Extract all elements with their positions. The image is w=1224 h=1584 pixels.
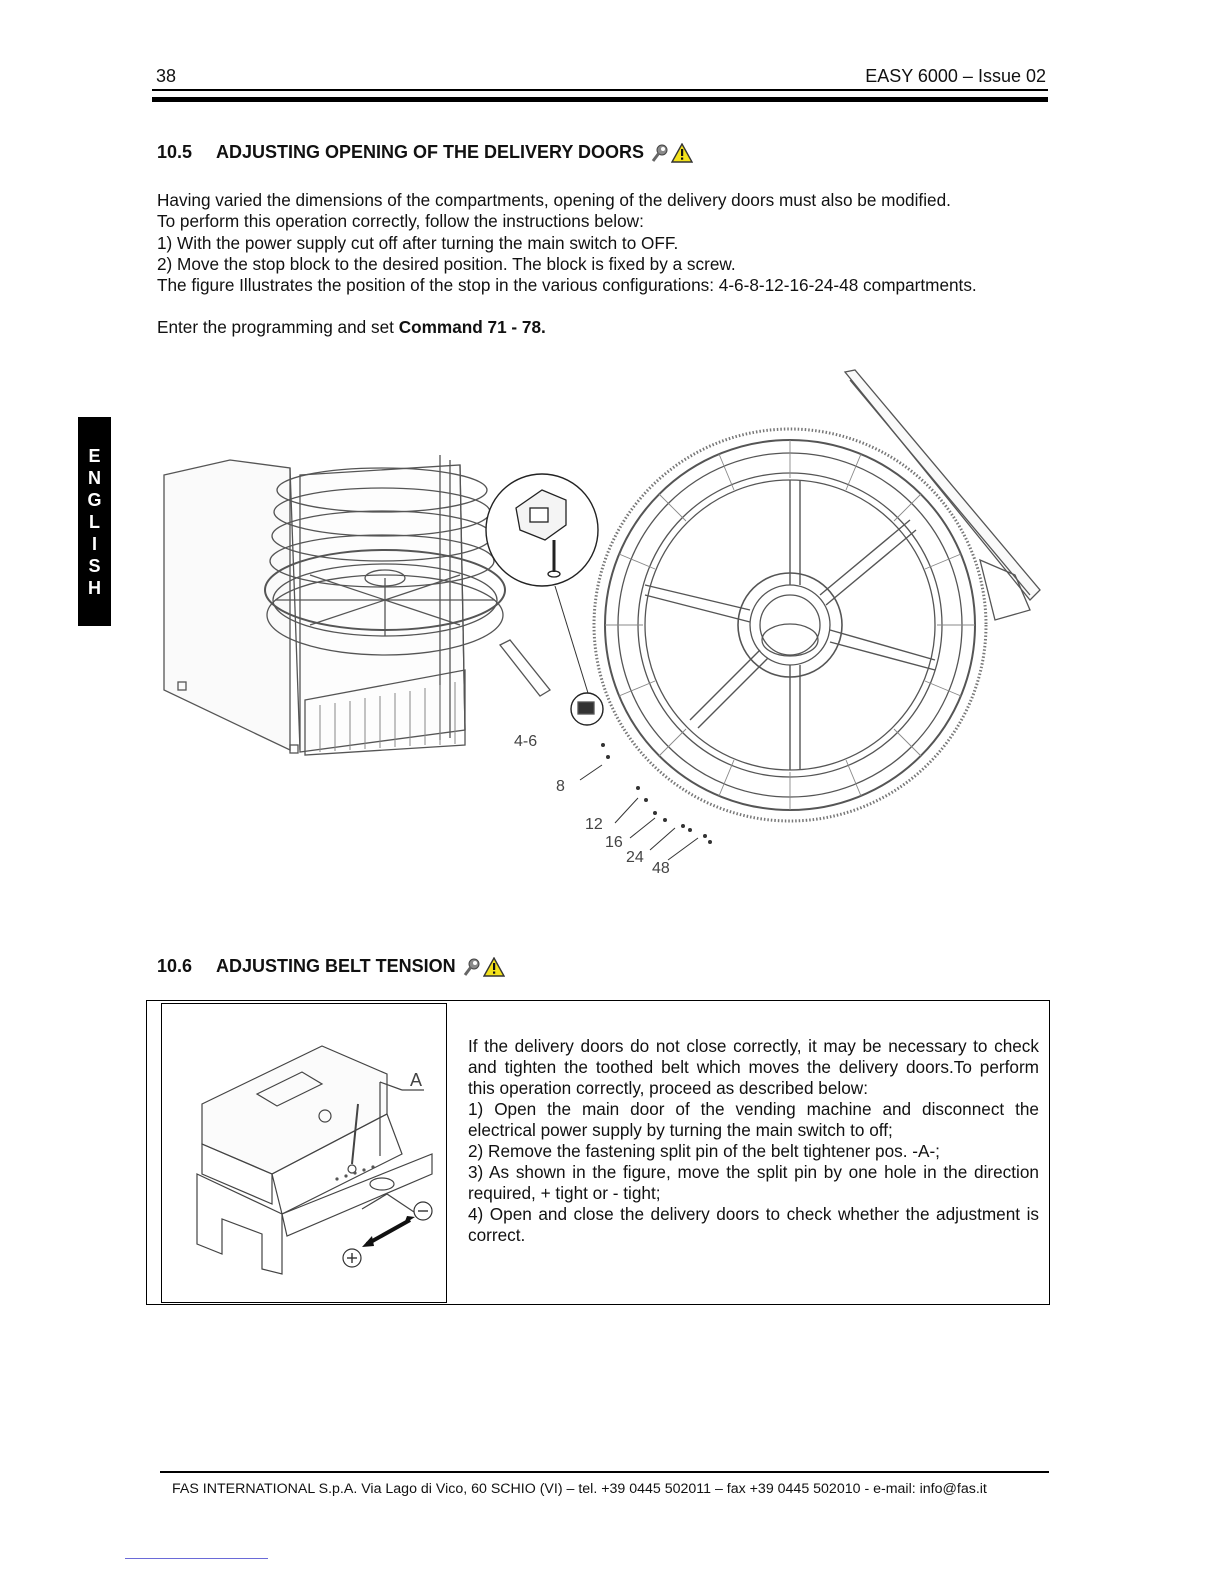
command-line: Enter the programming and set Command 71 - 78. bbox=[157, 317, 546, 338]
stop-label: 12 bbox=[585, 816, 603, 833]
belt-tightener-figure bbox=[162, 1004, 446, 1302]
header-rule-thin bbox=[152, 89, 1048, 91]
section-number: 10.6 bbox=[157, 956, 193, 976]
body-line: To perform this operation correctly, follow the instructions below: bbox=[157, 211, 644, 232]
body-line: If the delivery doors do not close correctly, it may be necessary to check and tighten the toothed belt which moves the delivery doors.To perform this operation correctly, proceed as described below: bbox=[468, 1036, 1039, 1098]
wrench-icon bbox=[650, 143, 670, 163]
stop-label: 8 bbox=[556, 778, 565, 795]
body-line: 4) Open and close the delivery doors to check whether the adjustment is correct. bbox=[468, 1204, 1039, 1245]
command-value: Command 71 - 78. bbox=[398, 317, 546, 338]
body-line: 2) Remove the fastening split pin of the belt tightener pos. -A-; bbox=[468, 1141, 940, 1161]
tab-letter: H bbox=[88, 577, 101, 598]
carousel-stop-position-figure bbox=[150, 360, 1050, 900]
tab-letter: G bbox=[87, 489, 102, 510]
section-10-5-body bbox=[157, 190, 1057, 339]
warning-icon bbox=[671, 143, 693, 163]
body-line: 1) Open the main door of the vending machine and disconnect the electrical power supply by turning the main switch to off; bbox=[468, 1099, 1039, 1140]
section-10-6-body bbox=[468, 1036, 1039, 1246]
section-number: 10.5 bbox=[157, 142, 193, 162]
wrench-icon bbox=[462, 957, 482, 977]
language-tab-english bbox=[78, 417, 111, 626]
body-line: The figure Illustrates the position of the stop in the various configurations: 4-6-8-12-16-24-48 compartments. bbox=[157, 275, 977, 296]
belt-tightener-figure-frame bbox=[161, 1003, 447, 1303]
tab-letter: I bbox=[91, 533, 97, 554]
tab-letter: E bbox=[88, 445, 101, 466]
body-line: 1) With the power supply cut off after turning the main switch to OFF. bbox=[157, 232, 679, 253]
body-line: 3) As shown in the figure, move the split pin by one hole in the direction required, + tight or - tight; bbox=[468, 1162, 1039, 1203]
header-rule-thick bbox=[152, 97, 1048, 102]
tab-letter: N bbox=[88, 467, 101, 488]
page-edge-line bbox=[125, 1558, 268, 1559]
section-title: ADJUSTING BELT TENSION bbox=[216, 956, 456, 976]
footer-rule bbox=[160, 1471, 1049, 1473]
tab-letter: L bbox=[89, 511, 100, 532]
stop-label: 4-6 bbox=[514, 733, 538, 750]
section-heading-10-6 bbox=[157, 956, 505, 977]
body-line: 2) Move the stop block to the desired position. The block is fixed by a screw. bbox=[157, 253, 736, 274]
section-heading-10-5 bbox=[157, 142, 693, 163]
position-a-label: A bbox=[410, 1070, 423, 1090]
body-line: Having varied the dimensions of the compartments, opening of the delivery doors must also be modified. bbox=[157, 190, 951, 210]
footer-text: FAS INTERNATIONAL S.p.A. Via Lago di Vico, 60 SCHIO (VI) – tel. +39 0445 502011 – fax +39 0445 502010 - e-mail: info@fas.it bbox=[172, 1481, 987, 1497]
stop-label: 16 bbox=[605, 834, 623, 851]
warning-icon bbox=[483, 957, 505, 977]
page-number: 38 bbox=[156, 66, 177, 86]
section-title: ADJUSTING OPENING OF THE DELIVERY DOORS bbox=[216, 142, 645, 162]
document-title: EASY 6000 – Issue 02 bbox=[865, 66, 1046, 86]
stop-label: 24 bbox=[626, 849, 644, 866]
tab-letter: S bbox=[88, 555, 101, 576]
stop-label: 48 bbox=[652, 860, 670, 877]
